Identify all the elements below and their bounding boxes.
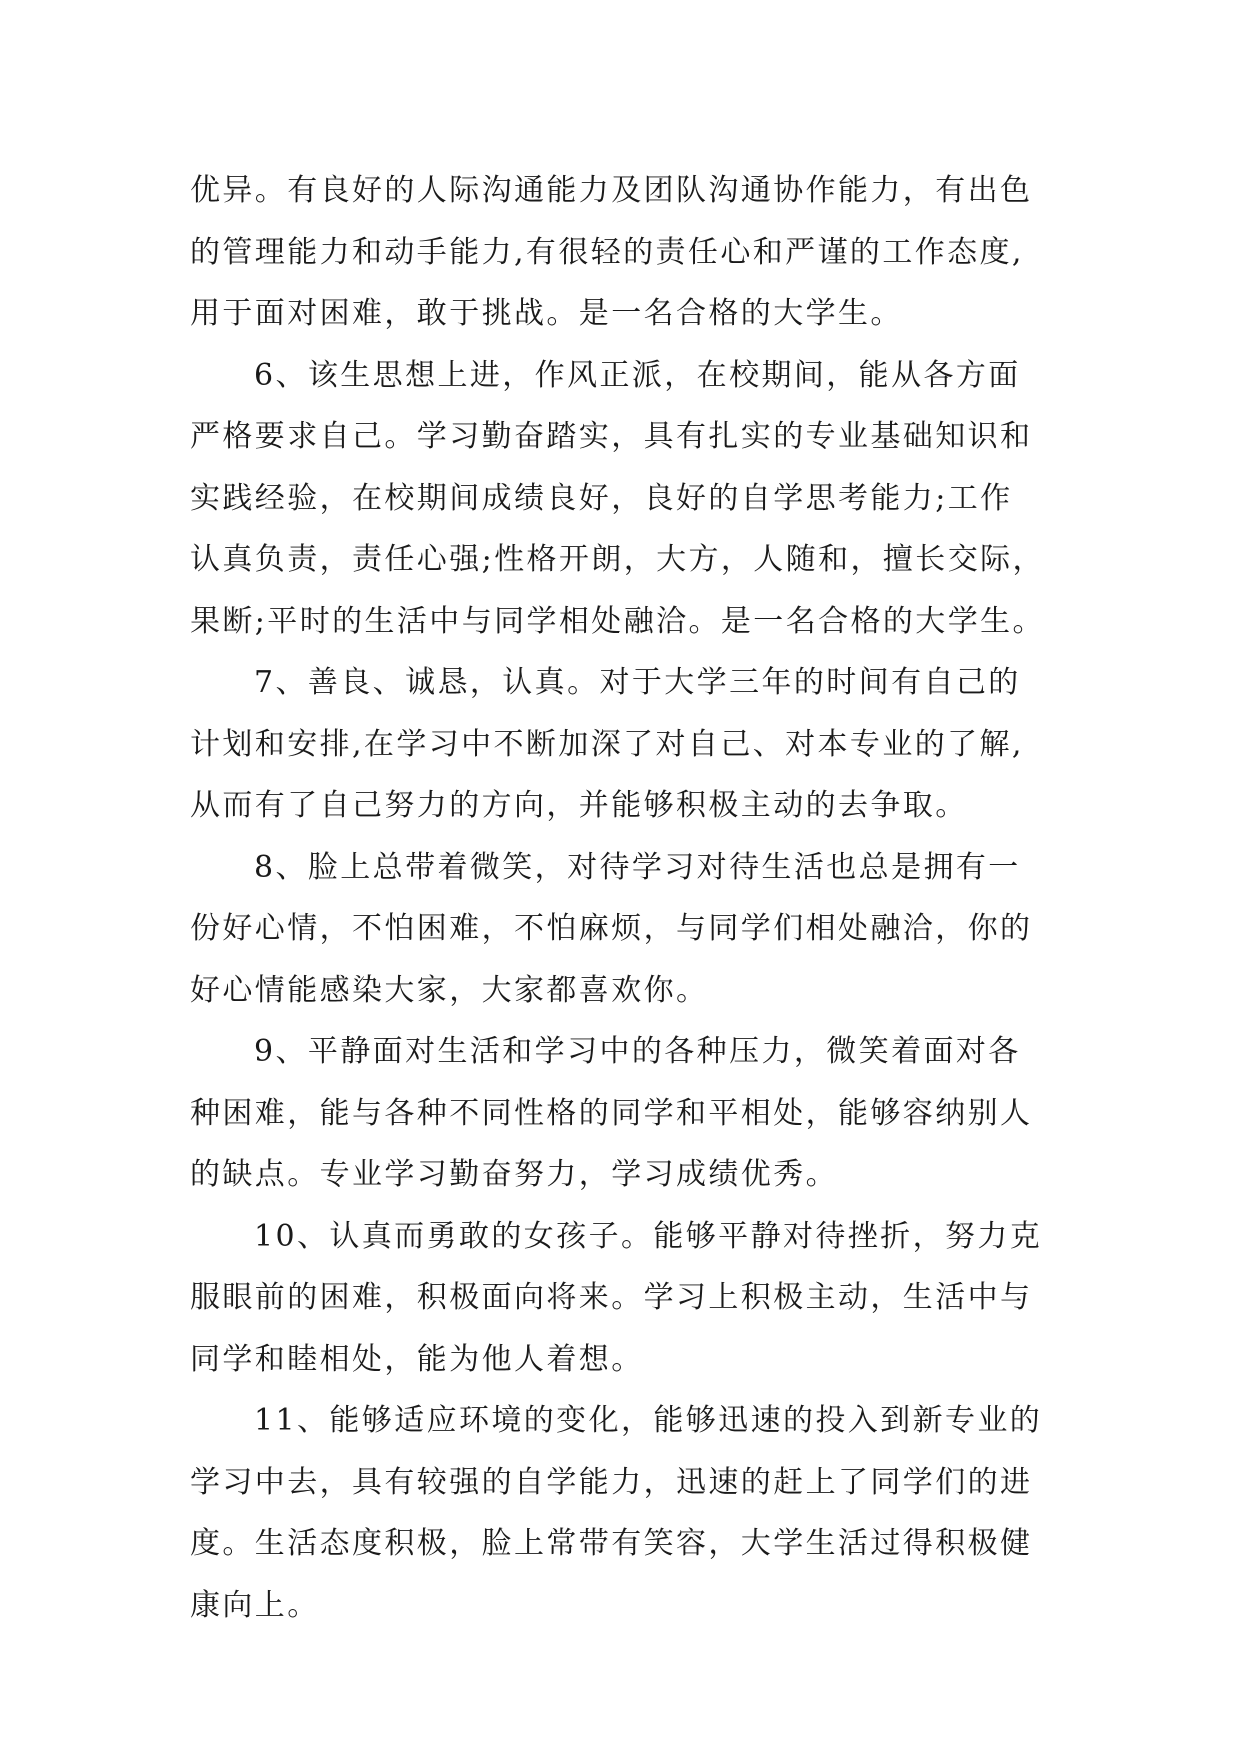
text-line: 好心情能感染大家，大家都喜欢你。	[190, 972, 709, 1008]
text-line: 严格要求自己。学习勤奋踏实，具有扎实的专业基础知识和	[190, 419, 1033, 454]
text-line: 服眼前的困难，积极面向将来。学习上积极主动，生活中与	[190, 1280, 1033, 1315]
text-line: 从而有了自己努力的方向，并能够积极主动的去争取。	[190, 788, 968, 823]
text-line: 9、平静面对生活和学习中的各种压力，微笑着面对各	[254, 1034, 1021, 1069]
text-line: 同学和睦相处，能为他人着想。	[190, 1341, 644, 1377]
text-line: 11、能够适应环境的变化，能够迅速的投入到新专业的	[254, 1403, 1043, 1438]
document-body	[190, 160, 1090, 1636]
text-line: 学习中去，具有较强的自学能力，迅速的赶上了同学们的进	[190, 1464, 1033, 1500]
text-line: 果断;平时的生活中与同学相处融洽。是一名合格的大学生。	[190, 603, 1045, 639]
text-line: 6、该生思想上进，作风正派，在校期间，能从各方面	[254, 357, 1021, 393]
text-line: 种困难，能与各种不同性格的同学和平相处，能够容纳别人	[190, 1095, 1033, 1131]
text-line: 用于面对困难，敢于挑战。是一名合格的大学生。	[190, 296, 903, 331]
text-line: 份好心情，不怕困难，不怕麻烦，与同学们相处融洽，你的	[190, 911, 1033, 946]
text-line: 的管理能力和动手能力,有很轻的责任心和严谨的工作态度,	[190, 234, 1024, 270]
text-line: 度。生活态度积极，脸上常带有笑容，大学生活过得积极健	[190, 1526, 1033, 1561]
text-line: 的缺点。专业学习勤奋努力，学习成绩优秀。	[190, 1157, 838, 1192]
text-line: 10、认真而勇敢的女孩子。能够平静对待挫折，努力克	[254, 1218, 1043, 1254]
text-line: 实践经验，在校期间成绩良好，良好的自学思考能力;工作	[190, 480, 1013, 516]
text-line: 认真负责，责任心强;性格开朗，大方，人随和，擅长交际，	[190, 542, 1045, 577]
text-line: 康向上。	[190, 1587, 320, 1623]
text-line: 优异。有良好的人际沟通能力及团队沟通协作能力，有出色	[190, 173, 1033, 208]
text-line: 8、脸上总带着微笑，对待学习对待生活也总是拥有一	[254, 849, 1021, 885]
text-line: 7、善良、诚恳，认真。对于大学三年的时间有自己的	[254, 665, 1021, 700]
text-line: 计划和安排,在学习中不断加深了对自己、对本专业的了解,	[190, 726, 1024, 762]
